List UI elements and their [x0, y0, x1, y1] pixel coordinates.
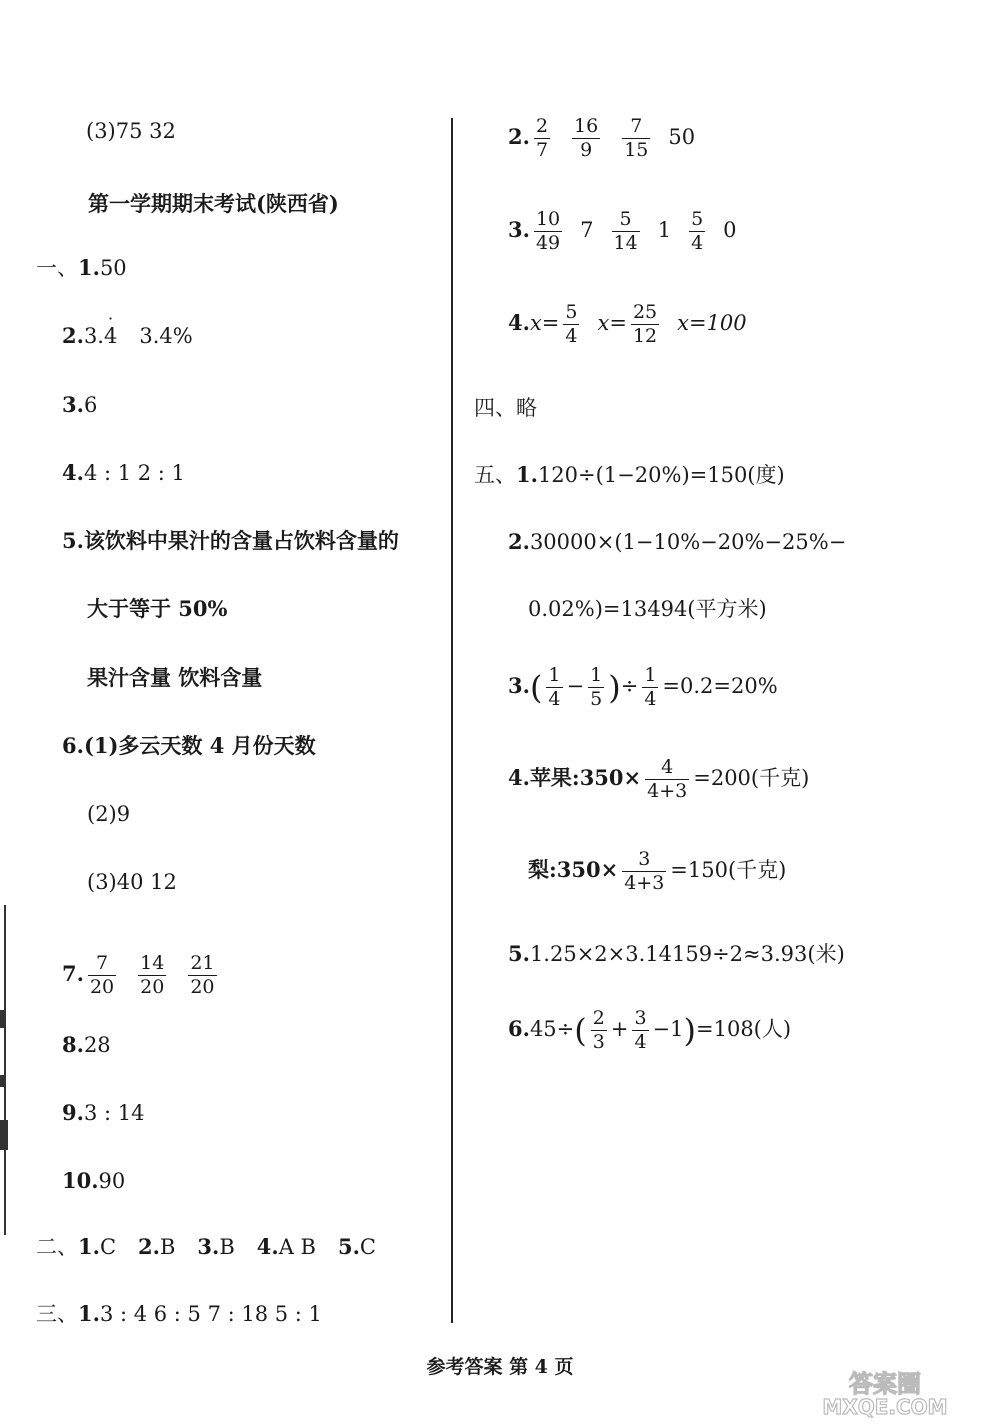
s5-q3: 3.( $\frac{1}{4}$ − $\frac{1}{5}$ )÷ $\frac{1}{4}$ =0.2=20%	[508, 664, 778, 710]
section-title: 第一学期期末考试(陕西省)	[88, 191, 339, 216]
repeating-digit: · 4	[103, 309, 118, 348]
q7: 7. $\frac{7}{20}$ $\frac{14}{20}$ $\frac{21}{20}$	[62, 952, 215, 998]
fraction: $\frac{4}{4+3}$	[647, 756, 688, 802]
section-label: 二、	[36, 1235, 78, 1259]
fraction: $\frac{1}{5}$	[590, 664, 603, 710]
q4: 4.4 : 1 2 : 1	[62, 460, 185, 485]
watermark-logo	[790, 1370, 980, 1418]
s5-q4-pear: 梨:350× $\frac{3}{4+3}$ =150(千克)	[528, 848, 787, 894]
fraction: $\frac{7}{20}$	[89, 952, 115, 998]
fraction: $\frac{3}{4}$	[634, 1007, 647, 1053]
q9: 9.3 : 14	[62, 1100, 145, 1125]
column-divider	[451, 118, 453, 1323]
q6-line2: (2)9	[87, 802, 131, 826]
fraction: $\frac{7}{15}$	[624, 115, 649, 161]
prev-answer-3: (3)75 32	[86, 119, 176, 143]
fraction: $\frac{2}{7}$	[535, 115, 549, 161]
section3-answers: 三、1.3 : 4 6 : 5 7 : 18 5 : 1	[36, 1301, 322, 1326]
q3: 3.6	[62, 392, 98, 417]
s5-q1: 五、1.120÷(1−20%)=150(度)	[474, 462, 785, 487]
q10: 10.90	[62, 1168, 126, 1193]
q6-line1: 6.(1)多云天数 4 月份天数	[62, 733, 316, 758]
q2: 2.3. · 4 3.4%	[62, 309, 193, 348]
fraction: $\frac{5}{4}$	[565, 301, 578, 347]
scan-edge-mark	[0, 1120, 8, 1150]
page-footer: 参考答案 第 4 页	[426, 1356, 574, 1378]
q5-line3: 果汁含量 饮料含量	[87, 665, 263, 690]
section2-answers: 二、1.C 2.B 3.B 4.A B 5.C	[36, 1234, 376, 1259]
r-q4: 4.x= $\frac{5}{4}$ x= $\frac{25}{12}$ x=100	[508, 301, 747, 347]
watermark-top: 答案圈	[849, 1370, 921, 1398]
fraction: $\frac{5}{14}$	[613, 208, 638, 254]
s5-q2-line1: 2.30000×(1−10%−20%−25%−	[508, 529, 847, 554]
scan-edge-mark	[0, 1075, 6, 1087]
r-q2: 2. $\frac{2}{7}$ $\frac{16}{9}$ $\frac{7}{15}$ 50	[508, 115, 696, 161]
fraction: $\frac{5}{4}$	[691, 208, 704, 254]
section-label: 三、	[36, 1302, 78, 1326]
s5-q4-apple: 4.苹果:350× $\frac{4}{4+3}$ =200(千克)	[508, 756, 810, 802]
r-q3: 3. $\frac{10}{49}$ 7 $\frac{5}{14}$ 1 $\frac{5}{4}$ 0	[508, 208, 737, 254]
watermark-bottom: MXQE.COM	[822, 1395, 948, 1418]
q6-line3: (3)40 12	[87, 870, 177, 894]
fraction: $\frac{1}{4}$	[548, 664, 561, 710]
scan-edge-mark	[0, 1010, 6, 1028]
fraction: $\frac{1}{4}$	[644, 664, 657, 710]
fraction: $\frac{14}{20}$	[140, 952, 165, 998]
q1: 一、1.50	[36, 255, 127, 280]
s5-q5: 5.1.25×2×3.14159÷2≈3.93(米)	[508, 941, 845, 966]
fraction: $\frac{10}{49}$	[535, 208, 561, 254]
s5-q6: 6.45÷( $\frac{2}{3}$ + $\frac{3}{4}$ −1)=108(人)	[508, 1007, 792, 1053]
q8: 8.28	[62, 1032, 111, 1057]
scan-edge-line	[4, 905, 6, 1235]
fraction: $\frac{3}{4+3}$	[624, 848, 665, 894]
fraction: $\frac{25}{12}$	[632, 301, 658, 347]
section-label: 一、	[36, 256, 78, 280]
fraction: $\frac{2}{3}$	[592, 1007, 605, 1053]
fraction: $\frac{21}{20}$	[190, 952, 215, 998]
section4: 四、略	[474, 396, 537, 420]
q5-line2: 大于等于 50%	[87, 596, 228, 621]
s5-q2-line2: 0.02%)=13494(平方米)	[528, 597, 767, 621]
fraction: $\frac{16}{9}$	[574, 115, 599, 161]
section-label: 五、	[474, 463, 516, 487]
q5-line1: 5.该饮料中果汁的含量占饮料含量的	[62, 528, 399, 553]
